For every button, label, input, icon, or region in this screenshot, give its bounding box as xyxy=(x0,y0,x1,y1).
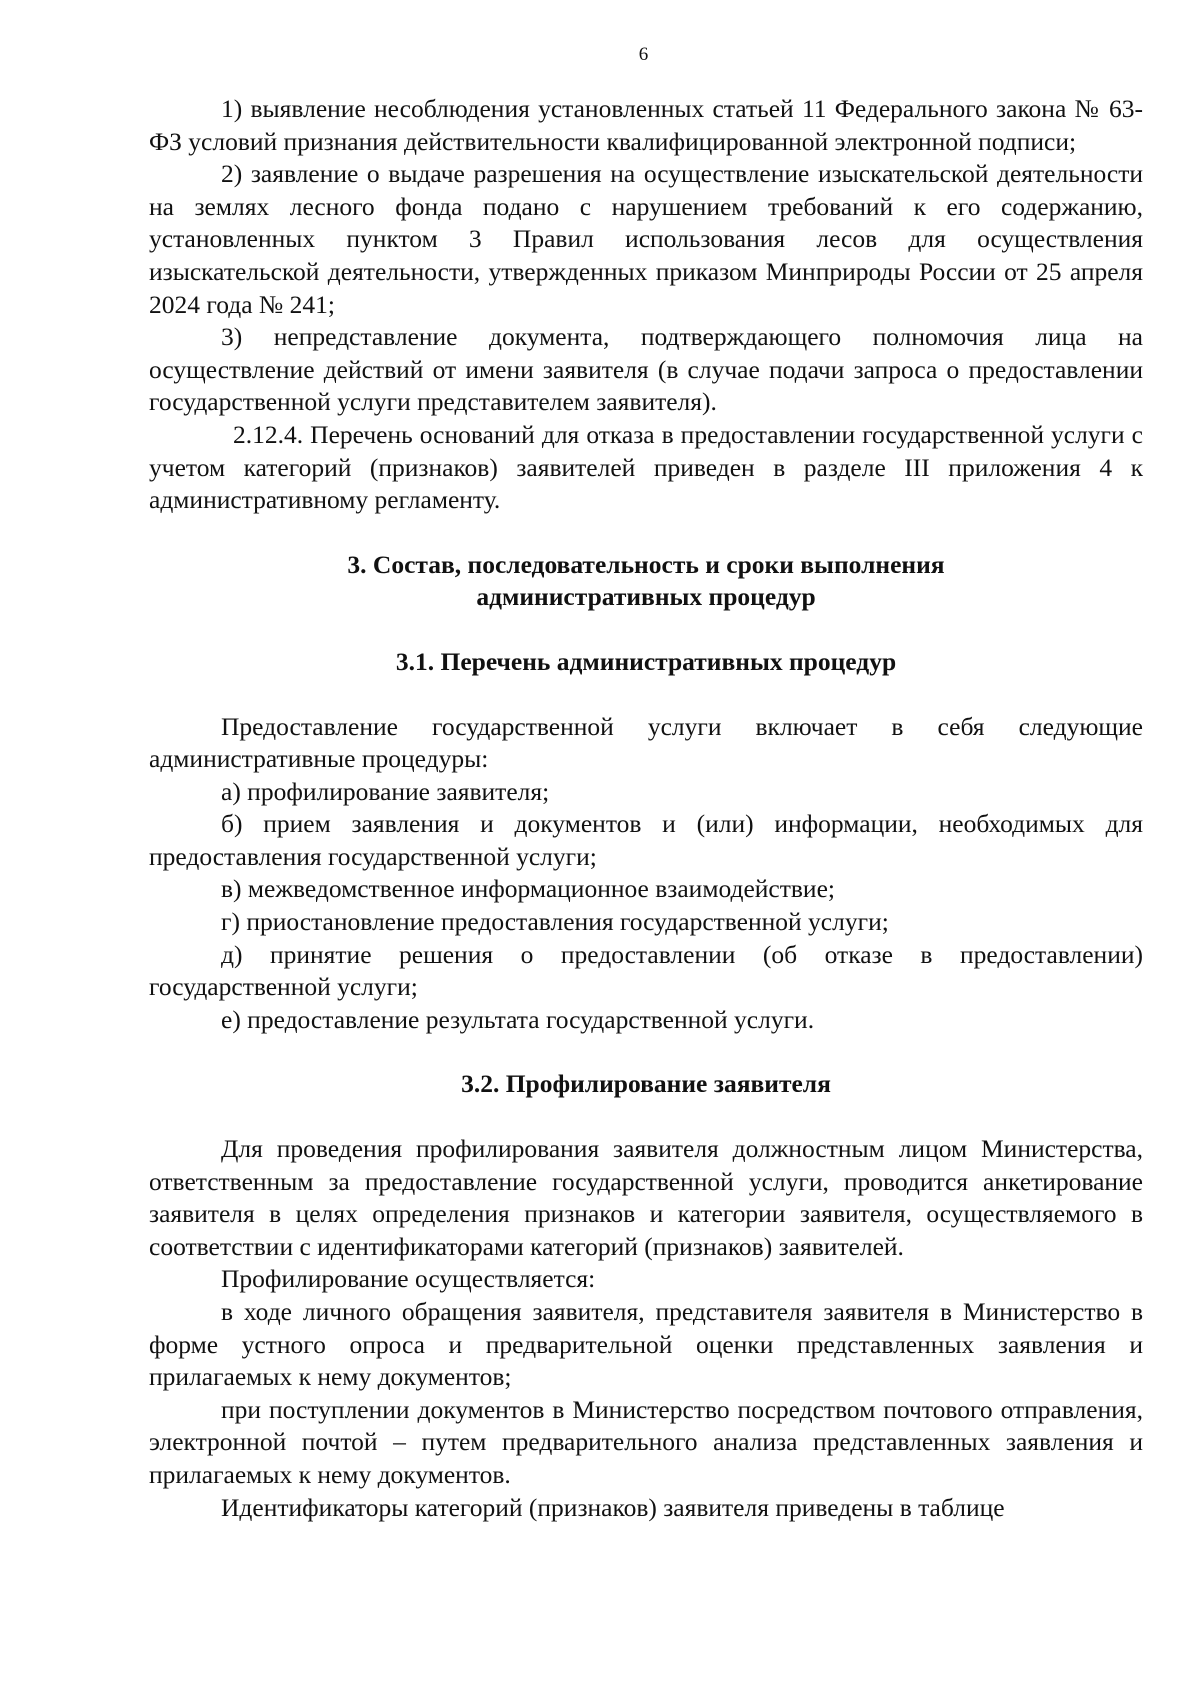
document-body xyxy=(149,93,1143,1524)
procedure-item-g: г) приостановление предоставления государственной услуги; xyxy=(221,907,889,937)
paragraph-item-3: 3) непредставление документа, подтверждающего полномочия лица на осуществление действий от имени заявителя (в случае подачи запроса о предоставлении государственной услуги представителем заявителя). xyxy=(149,322,1143,417)
section-3-2-paragraph-4: при поступлении документов в Министерство посредством почтового отправления, электронной почтой – путем предварительного анализа представленных заявления и прилагаемых к нему документов. xyxy=(149,1394,1143,1489)
procedure-item-a: а) профилирование заявителя; xyxy=(221,776,550,806)
procedure-item-e: е) предоставление результата государственной услуги. xyxy=(221,1004,815,1034)
section-3-heading-line-2: административных процедур xyxy=(476,582,816,612)
section-3-2-paragraph-3: в ходе личного обращения заявителя, представителя заявителя в Министерство в форме устного опроса и предварительной оценки представленных заявления и прилагаемых к нему документов; xyxy=(149,1297,1143,1392)
section-3-1-body xyxy=(149,711,1143,1037)
paragraph-item-1: 1) выявление несоблюдения установленных статьей 11 Федерального закона № 63-ФЗ условий признания действительности квалифицированной электронной подписи; xyxy=(149,94,1143,156)
procedure-item-d: д) принятие решения о предоставлении (об отказе в предоставлении) государственной услуги; xyxy=(149,939,1143,1002)
section-3-2-body xyxy=(149,1133,1143,1524)
page-number: 6 xyxy=(638,44,649,65)
section-3-heading xyxy=(149,549,1143,614)
section-3-1-intro: Предоставление государственной услуги включает в себя следующие административные процедуры: xyxy=(149,711,1143,774)
section-3-1-heading: 3.1. Перечень административных процедур xyxy=(395,646,897,676)
section-3-2-heading: 3.2. Профилирование заявителя xyxy=(461,1069,831,1099)
section-3-2-paragraph-5: Идентификаторы категорий (признаков) заявителя приведены в таблице xyxy=(221,1492,1005,1522)
section-3-2-paragraph-2: Профилирование осуществляется: xyxy=(221,1264,596,1294)
procedure-item-b: б) прием заявления и документов и (или) информации, необходимых для предоставления государственной услуги; xyxy=(149,809,1143,871)
section-3-2-paragraph-1: Для проведения профилирования заявителя должностным лицом Министерства, ответственным за предоставление государственной услуги, проводится анкетирование заявителя в целях определения признаков и категории заявителя, осуществляемого в соответствии с идентификаторами категорий (признаков) заявителей. xyxy=(149,1134,1143,1261)
paragraph-2-12-4: 2.12.4. Перечень оснований для отказа в предоставлении государственной услуги с учетом категорий (признаков) заявителей приведен в разделе III приложения 4 к административному регламенту. xyxy=(149,419,1143,515)
procedure-item-v: в) межведомственное информационное взаимодействие; xyxy=(221,874,835,904)
section-3-heading-line-1: 3. Состав, последовательность и сроки выполнения xyxy=(347,549,945,579)
paragraph-item-2: 2) заявление о выдаче разрешения на осуществление изыскательской деятельности на землях лесного фонда подано с нарушением требований к его содержанию, установленных пунктом 3 Правил использования лесов для осуществления изыскательской деятельности, утвержденных приказом Минприроды России от 25 апреля 2024 года № 241; xyxy=(149,159,1143,319)
